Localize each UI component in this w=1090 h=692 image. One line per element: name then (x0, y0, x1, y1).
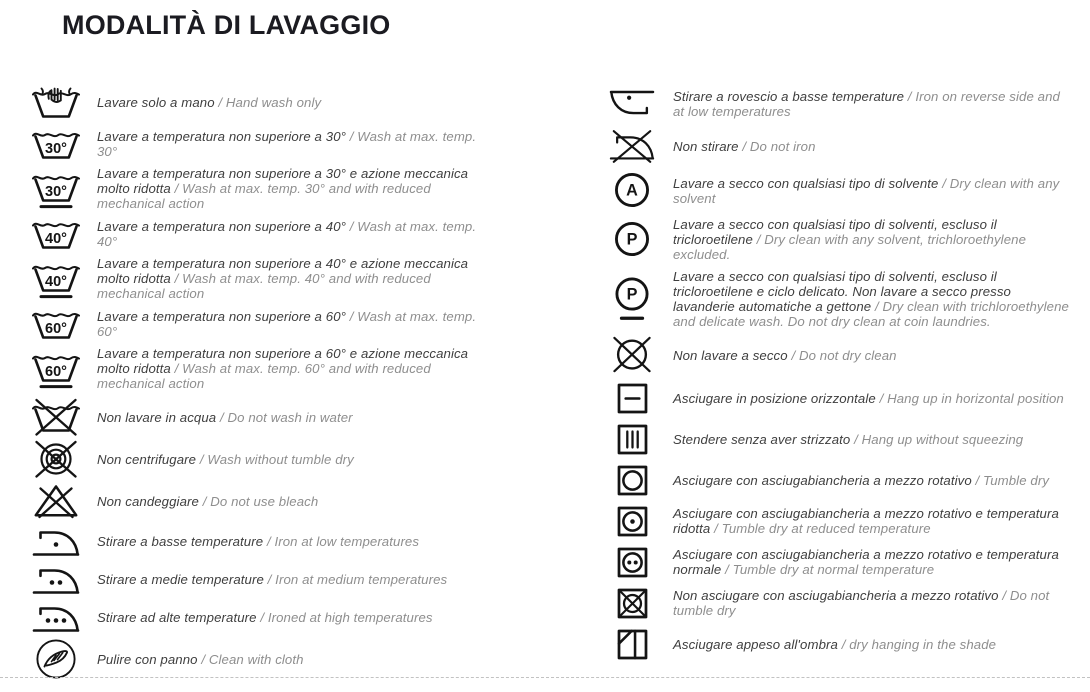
care-item (606, 171, 1074, 210)
iron-high-temp-icon (30, 601, 82, 634)
svg-text:P: P (626, 230, 638, 249)
description-english: / Tumble dry (975, 472, 1050, 488)
washtub-60-reduced-icon (30, 348, 82, 389)
care-item-description (97, 410, 353, 425)
washtub-40-icon (30, 215, 82, 252)
description-english: / Dry clean with any solvent (673, 175, 1060, 206)
do-not-tumble-dry-icon (606, 588, 658, 619)
description-italian: Non stirare (673, 138, 739, 154)
description-english: / Do not wash in water (219, 409, 353, 425)
description-italian: Non asciugare con asciugabiancheria a mezzo rotativo (673, 588, 999, 603)
description-english: / Ironed at high temperatures (260, 609, 433, 625)
iron-medium-temp-icon (30, 563, 82, 596)
care-item (30, 305, 486, 342)
description-italian: Asciugare con asciugabiancheria a mezzo rotativo e temperatura ridotta (673, 506, 1059, 536)
care-item-description (673, 217, 1074, 262)
description-english: / dry hanging in the shade (841, 636, 997, 652)
care-item (30, 600, 486, 634)
description-english: / Wash at max. temp. 30° (97, 128, 477, 159)
description-italian: Lavare a temperatura non superiore a 30° (97, 128, 346, 144)
care-item-description (97, 452, 354, 467)
description-italian: Asciugare con asciugabiancheria a mezzo rotativo (673, 472, 972, 488)
care-item (30, 524, 486, 558)
dry-clean-a-icon (606, 171, 658, 210)
care-item-description (673, 176, 1074, 206)
care-item-description (673, 637, 996, 652)
dry-in-shade-icon (606, 629, 658, 660)
care-item (606, 128, 1074, 164)
description-english: / Wash at max. temp. 60° (97, 308, 477, 339)
care-item (30, 638, 486, 680)
care-item (30, 562, 486, 596)
description-italian: Lavare a temperatura non superiore a 40° (97, 218, 346, 234)
care-item-description (97, 166, 486, 211)
care-item-description (673, 547, 1074, 577)
care-item (606, 381, 1074, 415)
description-english: / Do not use bleach (202, 493, 319, 509)
description-english: / Do not tumble dry (673, 588, 1050, 618)
description-italian: Stirare a basse temperature (97, 533, 264, 549)
care-item (606, 627, 1074, 661)
description-italian: Lavare a temperatura non superiore a 40° e azione meccanica molto ridotta (97, 256, 469, 286)
svg-text:P: P (626, 285, 638, 304)
description-italian: Lavare a temperatura non superiore a 60° (97, 308, 346, 324)
care-item (606, 586, 1074, 620)
description-italian: Stirare a rovescio a basse temperature (673, 88, 905, 104)
care-item (606, 269, 1074, 329)
care-item-description (97, 610, 433, 625)
description-english: / Wash at max. temp. 40° and with reduced mechanical action (97, 271, 431, 301)
dry-clean-p-icon (606, 220, 658, 259)
description-italian: Asciugare appeso all'ombra (673, 636, 838, 652)
description-english: / Do not dry clean (791, 347, 897, 363)
tumble-dry-icon (606, 465, 658, 496)
care-item-description (673, 506, 1074, 536)
care-item-description (673, 348, 897, 363)
description-english: / Clean with cloth (201, 651, 304, 667)
dry-horizontal-icon (606, 383, 658, 414)
care-item-description (97, 494, 318, 509)
care-item (606, 336, 1074, 374)
care-item-description (97, 309, 486, 339)
care-item-description (97, 534, 419, 549)
description-english: / Wash without tumble dry (199, 451, 354, 467)
svg-text:40°: 40° (45, 274, 67, 290)
care-item (30, 440, 486, 478)
dry-clean-p-delicate-icon (606, 277, 658, 321)
description-english: / Iron on reverse side and at low temperatures (673, 88, 1060, 119)
care-item (606, 545, 1074, 579)
washtub-30-icon (30, 125, 82, 162)
care-item (30, 215, 486, 252)
description-english: / Tumble dry at reduced temperature (714, 521, 931, 536)
care-item-description (97, 256, 486, 301)
care-item-description (673, 139, 816, 154)
svg-text:60°: 60° (45, 321, 67, 337)
clean-with-cloth-icon (30, 638, 82, 680)
description-italian: Lavare a secco con qualsiasi tipo di solventi, escluso il tricloroetilene (673, 217, 997, 247)
care-item (30, 256, 486, 301)
description-italian: Stirare a medie temperature (97, 571, 264, 587)
description-italian: Non lavare a secco (673, 347, 788, 363)
care-item-description (97, 219, 486, 249)
left-column (30, 84, 486, 684)
care-item (30, 125, 486, 162)
do-not-iron-icon (606, 128, 658, 164)
care-item-description (97, 95, 321, 110)
right-column (606, 86, 1074, 668)
care-item (606, 217, 1074, 262)
care-item-description (673, 269, 1074, 329)
svg-text:30°: 30° (45, 141, 67, 157)
page-title: MODALITÀ DI LAVAGGIO (62, 10, 391, 40)
care-item (606, 463, 1074, 497)
description-italian: Non centrifugare (97, 451, 197, 467)
description-italian: Lavare a temperatura non superiore a 60° e azione meccanica molto ridotta (97, 346, 469, 376)
description-italian: Non lavare in acqua (97, 409, 217, 425)
care-item-description (97, 572, 447, 587)
care-item-description (673, 391, 1064, 406)
tumble-dry-normal-icon (606, 547, 658, 578)
washtub-30-reduced-icon (30, 168, 82, 209)
care-item (30, 84, 486, 121)
care-item-description (673, 473, 1049, 488)
care-item (30, 166, 486, 211)
description-italian: Lavare a secco con qualsiasi tipo di solvente (673, 175, 939, 191)
care-item-description (97, 129, 486, 159)
drip-dry-icon (606, 424, 658, 455)
care-item (606, 504, 1074, 538)
care-item-description (673, 588, 1074, 618)
svg-text:40°: 40° (45, 231, 67, 247)
description-italian: Stendere senza aver strizzato (673, 431, 851, 447)
care-item (30, 346, 486, 391)
description-italian: Non candeggiare (97, 493, 199, 509)
iron-reverse-icon (606, 86, 658, 121)
do-not-wash-icon (30, 398, 82, 436)
care-item-description (673, 89, 1074, 119)
care-item-description (97, 346, 486, 391)
description-italian: Pulire con panno (97, 651, 198, 667)
svg-text:30°: 30° (45, 184, 67, 200)
description-english: / Do not iron (742, 138, 816, 154)
description-english: / Iron at medium temperatures (267, 571, 448, 587)
do-not-bleach-icon (30, 482, 82, 520)
iron-low-temp-icon (30, 525, 82, 558)
description-italian: Asciugare con asciugabiancheria a mezzo rotativo e temperatura normale (673, 547, 1059, 577)
description-english: / Hang up without squeezing (854, 431, 1024, 447)
bottom-divider (0, 677, 1090, 678)
svg-text:A: A (626, 181, 638, 200)
hand-wash-icon (30, 84, 82, 121)
tumble-dry-reduced-icon (606, 506, 658, 537)
description-english: / Iron at low temperatures (266, 533, 420, 549)
description-italian: Lavare a secco con qualsiasi tipo di solventi, escluso il tricloroetilene e ciclo delicato. Non lavare a secco presso lavanderie automatiche a gettone (673, 269, 1011, 314)
care-item (30, 482, 486, 520)
care-item-description (673, 432, 1023, 447)
care-item-description (97, 652, 304, 667)
care-item (30, 398, 486, 436)
washtub-60-icon (30, 305, 82, 342)
description-italian: Lavare solo a mano (97, 95, 215, 110)
description-english: / Tumble dry at normal temperature (725, 562, 935, 577)
description-italian: Asciugare in posizione orizzontale (673, 390, 876, 406)
washtub-40-reduced-icon (30, 258, 82, 299)
description-english: / Wash at max. temp. 40° (97, 218, 477, 249)
description-english: / Wash at max. temp. 60° and with reduced mechanical action (97, 361, 431, 391)
do-not-dry-clean-icon (606, 336, 658, 374)
description-english: / Dry clean with any solvent, trichloroethylene excluded. (673, 232, 1027, 262)
do-not-spin-icon (30, 440, 82, 478)
svg-text:60°: 60° (45, 364, 67, 380)
description-english: / Hang up in horizontal position (879, 390, 1064, 406)
description-english: / Wash at max. temp. 30° and with reduced mechanical action (97, 181, 431, 211)
description-english: / Hand wash only (218, 95, 322, 110)
description-italian: Stirare ad alte temperature (97, 609, 257, 625)
description-italian: Lavare a temperatura non superiore a 30° e azione meccanica molto ridotta (97, 166, 469, 196)
description-english: / Dry clean with trichloroethylene and delicate wash. Do not dry clean at coin laundries. (673, 299, 1069, 329)
care-item (606, 86, 1074, 121)
care-item (606, 422, 1074, 456)
